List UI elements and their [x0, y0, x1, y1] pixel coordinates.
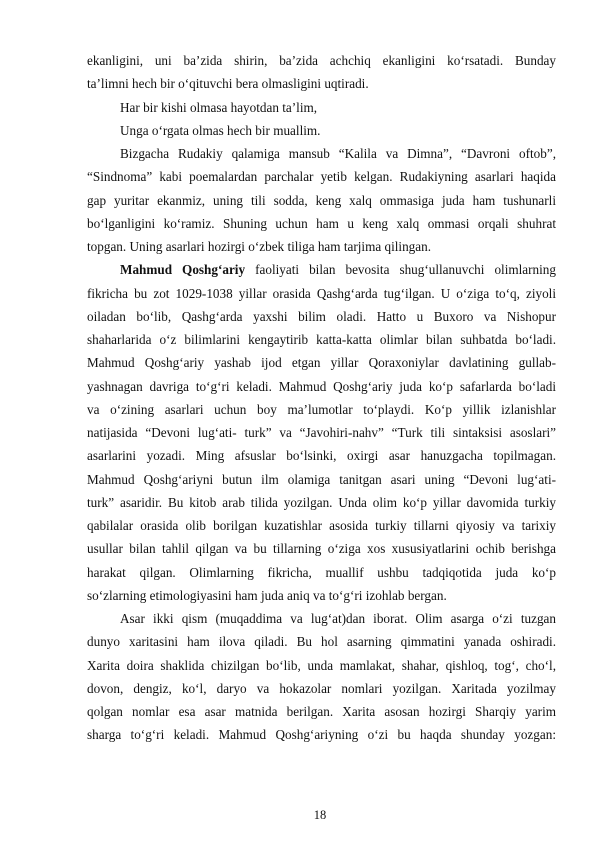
paragraph-first-line: Asar ikki qism (muqaddima va lug‘at)dan iborat. Olim asarga o‘zi tuzgan — [120, 611, 556, 626]
text-line: dunyo xaritasini ham ilova qiladi. Bu hol asarning qimmatini yanada oshiradi. — [87, 634, 556, 650]
text-line: oiladan bo‘lib, Qashg‘arda yaxshi bilim oladi. Hatto u Buxoro va Nishopur — [87, 308, 556, 324]
document-body — [87, 49, 556, 747]
paragraph-first-line: Bizgacha Rudakiy qalamiga mansub “Kalila va Dimna”, “Davroni oftob”, — [120, 146, 556, 161]
text-line: bo‘lganligini ko‘ramiz. Shuning uchun ham u keng xalq ommasi orqali shuhrat — [87, 215, 556, 231]
text-line: turk” asaridir. Bu kitob arab tilida yozilgan. Unda olim ko‘p yillar davomida turkiy — [87, 494, 556, 510]
text-fragment: faoliyati bilan bevosita shug‘ullanuvchi olimlarning — [245, 262, 556, 278]
text-line: natijasida “Devoni lug‘ati- turk” va “Javohiri-nahv” “Turk tili sintaksisi asoslari” — [87, 425, 556, 440]
text-line: asarlarini yozadi. Ming afsuslar bo‘lsinki, oxirgi asar hanuzgacha topilmagan. — [87, 448, 556, 464]
poem-line: Har bir kishi olmasa hayotdan ta’lim, — [120, 99, 318, 115]
text-line: Mahmud Qoshg‘ariy yashab ijod etgan yillar Qoraxoniylar davlatining gullab- — [87, 355, 556, 371]
text-line: ta’limni hech bir o‘qituvchi bera olmasligini uqtiradi. — [87, 76, 369, 92]
text-line: dovon, dengiz, ko‘l, daryo va hokazolar nomlari yozilgan. Xaritada yozilmay — [87, 680, 556, 696]
text-line: qabilalar orasida olib borilgan kuzatishlar asosida turkiy tillarni qiyosiy va tarixiy — [87, 518, 556, 533]
text-line: so‘zlarning etimologiyasini ham juda aniq va to‘g‘ri izohlab bergan. — [87, 587, 447, 603]
text-line: Xarita doira shaklida chizilgan bo‘lib, unda mamlakat, shahar, qishloq, tog‘, cho‘l, — [87, 657, 556, 673]
text-line: yashnagan davriga to‘g‘ri keladi. Mahmud Qoshg‘ariy juda ko‘p safarlarda bo‘ladi — [87, 378, 556, 394]
author-name-bold: Mahmud Qoshg‘ariy — [120, 262, 246, 278]
text-line: gap yuritar ekanmiz, uning tili sodda, keng xalq ommasiga juda ham tushunarli — [87, 192, 556, 208]
text-line: sharga to‘g‘ri keladi. Mahmud Qoshg‘ariyning o‘zi bu haqda shunday yozgan: — [87, 727, 556, 743]
paragraph-first-line — [87, 258, 556, 281]
text-line: usullar bilan tahlil qilgan va bu tillarning o‘ziga xos xususiyatlarini ochib berishga — [87, 541, 556, 557]
text-line: Mahmud Qoshg‘ariyni butun ilm olamiga tanitgan asari uning “Devoni lug‘ati- — [87, 471, 556, 487]
text-line: qolgan nomlar esa asar matnida berilgan. Xarita asosan hozirgi Sharqiy yarim — [87, 704, 556, 719]
text-line: ekanligini, uni ba’zida shirin, ba’zida achchiq ekanligini ko‘rsatadi. Bunday — [87, 53, 556, 68]
poem-line: Unga o‘rgata olmas hech bir muallim. — [120, 122, 321, 138]
text-line: fikricha bu zot 1029-1038 yillar orasida Qashg‘arda tug‘ilgan. U o‘ziga to‘q, ziyoli — [87, 285, 556, 301]
text-line: shaharlarida o‘z bilimlarini kengaytirib katta-katta olimlar bilan suhbatda bo‘ladi. — [87, 332, 556, 347]
page-number: 18 — [313, 808, 327, 822]
text-line: harakat qilgan. Olimlarning fikricha, muallif ushbu tadqiqotida juda ko‘p — [87, 564, 556, 580]
text-line: “Sindnoma” kabi poemalardan parchalar yetib kelgan. Rudakiyning asarlari haqida — [87, 169, 556, 185]
text-line: topgan. Uning asarlari hozirgi o‘zbek tiliga ham tarjima qilingan. — [87, 239, 432, 254]
text-line: va o‘zining asarlari uchun boy ma’lumotlar to‘playdi. Ko‘p yillik izlanishlar — [87, 401, 556, 417]
